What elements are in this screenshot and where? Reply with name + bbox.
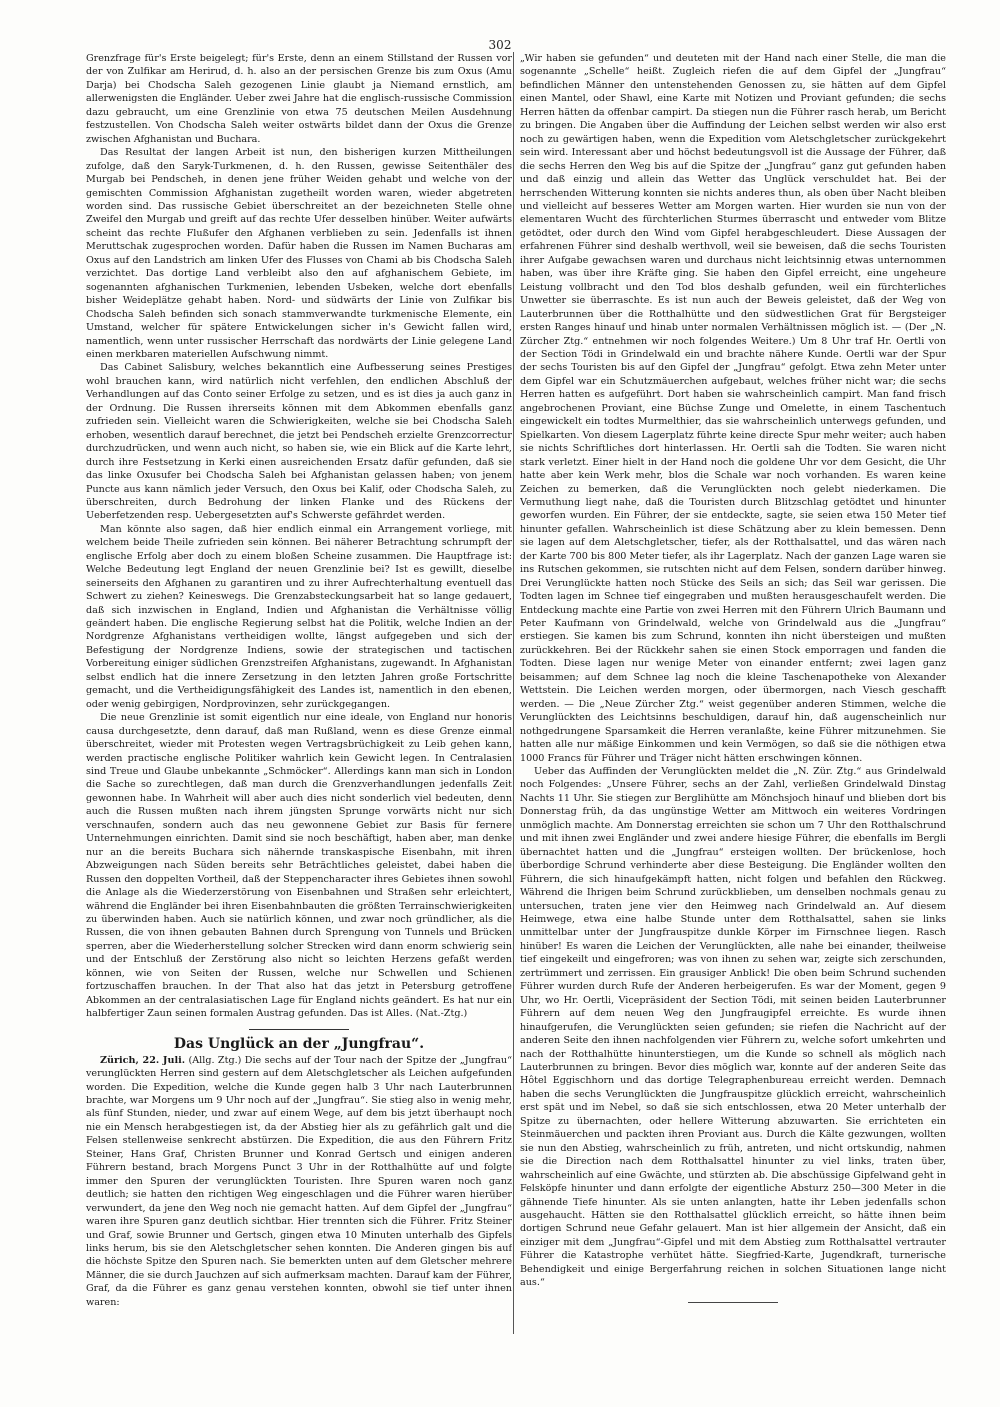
article-paragraph [86, 1054, 512, 1310]
left-paragraph: Das Cabinet Salisbury, welches bekanntlich eine Aufbesserung seines Prestiges wohl brauchen kann, wird natürlich nicht verfehlen, den endlichen Abschluß der Verhandlungen auf das Conto seiner Erfolge zu setzen, und es ist dies ja auch ganz in der Ordnung. Die Russen ihrerseits können mit dem Abkommen ebenfalls ganz zufrieden sein. Vielleicht waren die Schwierigkeiten, welche sie bei Chodscha Saleh erhoben, wesentlich darauf berechnet, die jetzt bei Pendscheh erzielte Grenzcorrectur durchzudrücken, und wenn auch nicht, so haben sie, wie ein Blick auf die Karte lehrt, durch ihre Festsetzung in Kerki einen ausreichenden Ersatz dafür gefunden, daß sie das linke Oxusufer bei Chodscha Saleh bei Afghanistan gelassen haben; von jenem Puncte aus kann nämlich jeder Versuch, den Oxus bei Kalif, oder Chodscha Saleh, zu überschreiten, durch Bedrohung der linken Flanke und des Rückens der Ueberfetzenden resp. Uebergesetzten auf's Schwerste gefährdet werden. [86, 362, 512, 522]
article-dateline: Zürich, 22. Juli. [100, 1054, 186, 1066]
left-paragraph: Die neue Grenzlinie ist somit eigentlich nur eine ideale, von England nur honoris causa durchgesetzte, denn darauf, daß man Rußland, wenn es diese Grenze einmal überschreitet, wieder mit Protesten wegen Vertragsbrüchigkeit zu Leib gehen kann, werden practische englische Politiker wahrlich kein Gewicht legen. In Centralasien sind Treue und Glaube unbekannte „Schmöcker“. Allerdings kann man sich in London die Sache so zurechtlegen, daß man durch die Grenzverhandlungen jedenfalls Zeit gewonnen habe. In Wahrheit will aber auch dies nicht sonderlich viel bedeuten, denn auch die Russen mußten nach ihrem jüngsten Sprunge vorwärts nicht nur sich verschnaufen, sondern auch das neu gewonnene Gebiet zur Basis für fernere Unternehmungen einrichten. Damit sind sie noch beschäftigt, haben aber, man denke nur an die bereits Buchara sich nähernde transkaspische Eisenbahn, mit ihren Abzweigungen nach Süden bereits sehr Beträchtliches geleistet, dabei haben die Russen den doppelten Vortheil, daß der Steppencharacter ihres Gebietes ihnen sowohl die Anlage als die Wiederzerstörung von Eisenbahnen und Straßen sehr erleichtert, während die Engländer bei ihren Eisenbahnbauten die größten Terrainschwierigkeiten zu überwinden haben. Auch sie natürlich können, und zwar noch gründlicher, als die Russen, die von ihnen gebauten Bahnen durch Sprengung von Tunnels und Brücken sperren, aber die Wiederherstellung solcher Strecken wird dann enorm schwierig sein und der Entschluß der Zerstörung also nicht so leichten Herzens gefaßt werden können, wie von Seiten der Russen, welche nur Schwellen und Schienen fortzuschaffen brauchen. In der That also hat das jetzt in Petersburg getroffene Abkommen an der centralasiatischen Lage für England nichts geändert. Es hat nur ein halbfertiger Zaun seinen formalen Austrag gefunden. Das ist Alles. (Nat.-Ztg.) [86, 712, 512, 1020]
left-paragraph: Das Resultat der langen Arbeit ist nun, den bisherigen kurzen Mittheilungen zufolge, daß den Saryk-Turkmenen, d. h. den Russen, gewisse Seitenthäler des Murgab bei Pendscheh, in denen jene früher Weiden gehabt und welche von der gemischten Commission Afghanistan zugetheilt worden waren, wieder abgetreten worden sind. Das russische Gebiet überschreitet an der bezeichneten Stelle ohne Zweifel den Murgab und greift auf das rechte Ufer desselben hinüber. Weiter aufwärts scheint das rechte Flußufer den Afghanen verblieben zu sein. Jedenfalls ist ihnen Meruttschak zugesprochen worden. Dafür haben die Russen im Namen Bucharas am Oxus auf den Landstrich am linken Ufer des Flusses von Chami ab bis Chodscha Saleh verzichtet. Das dortige Land verbleibt also den auf afghanischem Gebiete, im sogenannten afghanischen Turkmenien, lebenden Usbeken, welche dort ebenfalls bisher Weideplätze gehabt haben. Nord- und südwärts der Linie von Zulfikar bis Chodscha Saleh befinden sich sonach stammverwandte turkmenische Elemente, ein Umstand, welcher für spätere Entwickelungen sicher in's Gewicht fallen wird, namentlich, wenn unter russischer Herrschaft das nordwärts der Linie gelegene Land einen merkbaren materiellen Aufschwung nimmt. [86, 147, 512, 360]
right-paragraph: Ueber das Auffinden der Verunglückten meldet die „N. Zür. Ztg.“ aus Grindelwald noch Folgendes: „Unsere Führer, sechs an der Zahl, verließen Grindelwald Dinstag Nachts 11 Uhr. Sie stiegen zur Berglihütte am Mönchsjoch hinauf und blieben dort bis Donnerstag früh, da das ungünstige Wetter am Mittwoch ein weiteres Vordringen unmöglich machte. Am Donnerstag erreichten sie schon um 7 Uhr den Rotthalschrund und mit ihnen zwei Engländer und zwei andere hiesige Führer, die ebenfalls im Bergli übernachtet hatten und die „Jungfrau“ ersteigen wollten. Der brückenlose, hoch überbordige Schrund verhinderte aber diese Besteigung. Die Engländer wollten den Führern, die sich hinaufgekämpft hatten, nicht folgen und befahlen den Rückweg. Während die Ihrigen beim Schrund zurückblieben, um denselben nochmals genau zu untersuchen, traten jene vier den Heimweg nach Grindelwald an. Auf diesem Heimwege, etwa eine halbe Stunde unter dem Rotthalsattel, sahen sie links unmittelbar unter der Jungfrauspitze dunkle Körper im Firnschnee liegen. Rasch hinüber! Es waren die Leichen der Verunglückten, alle nahe bei einander, theilweise tief eingekeilt und eingefroren; was von ihnen zu sehen war, zeigte sich zerschunden, zertrümmert und zerrissen. Ein grausiger Anblick! Die oben beim Schrund suchenden Führer wurden durch Rufe der Anderen herbeigerufen. Es war der Moment, gegen 9 Uhr, wo Hr. Oertli, Vicepräsident der Section Tödi, mit seinen beiden Lauterbrunner Führern auf dem neuen Weg den Jungfraugipfel erreichte. Es wurde ihnen hinaufgerufen, die Verunglückten seien gefunden; sie riefen die Nachricht auf der anderen Seite den ihnen nachfolgenden vier Führern zu, welche sofort umkehrten und nach der Rotthalhütte hinunterstiegen, um die Kunde so schnell als möglich nach Lauterbrunnen zu bringen. Bevor dies möglich war, konnte auf der anderen Seite das Hôtel Eggischhorn und das dortige Telegraphenbureau erreicht werden. Demnach haben die sechs Verunglückten die Jungfrauspitze glücklich erreicht, wahrscheinlich erst spät und im Nebel, so daß sie sich entschlossen, etwa 20 Meter unterhalb der Spitze zu übernachten, oder hellere Witterung abzuwarten. Sie errichteten ein Steinmäuerchen und packten ihren Proviant aus. Durch die Kälte gezwungen, wollten sie nun den Abstieg, wahrscheinlich zu früh, antreten, und nicht ortskundig, nahmen sie die Direction nach dem Rotthalsattel hinunter zu viel links, traten über, wahrscheinlich auf eine Gwächte, und stürzten ab. Die abschüssige Gipfelwand geht in Felsköpfe hinunter und dann erfolgte der eigentliche Absturz 250—300 Meter in die gähnende Tiefe hinunter. Als sie unten anlangten, hatte ihr Leben jedenfalls schon ausgehaucht. Hätten sie den Rotthalsattel glücklich erreicht, so hätte ihnen beim dortigen Schrund neue Gefahr gelauert. Man ist hier allgemein der Ansicht, daß ein einziger mit dem „Jungfrau“-Gipfel und mit dem Abstieg zum Rotthalsattel vertrauter Führer die Katastrophe verhütet hätte. Siegfried-Karte, Jugendkraft, turnerische Behendigkeit und einige Bergerfahrung reichen in solchen Situationen lange nicht aus.“ [520, 766, 946, 1289]
section-divider [249, 1029, 349, 1030]
article-headline-text: Das Unglück an der „Jungfrau“. [173, 1035, 425, 1052]
right-paragraph: „Wir haben sie gefunden“ und deuteten mit der Hand nach einer Stelle, die man die sogenannte „Schelle“ heißt. Zugleich riefen die auf dem Gipfel der „Jungfrau“ befindlichen Männer den untenstehenden Genossen zu, sie hätten auf dem Gipfel einen Mantel, oder Shawl, eine Karte mit Notizen und Proviant gefunden; die sechs Herren hätten da offenbar campirt. Da stiegen nun die Führer rasch herab, um Bericht zu bringen. Die Angaben über die Auffindung der Leichen selbst werden wir also erst noch zu gewärtigen haben, wenn die Expedition vom Aletschgletscher zurückgekehrt sein wird. Interessant aber und höchst bedeutungsvoll ist die Aussage der Führer, daß die sechs Herren den Weg bis auf die Spitze der „Jungfrau“ ganz gut gefunden haben und daß einzig und allein das Wetter das Unglück verschuldet hat. Bei der herrschenden Witterung konnten sie nichts anderes thun, als oben über Nacht bleiben und vielleicht auf besseres Wetter am Morgen warten. Hier wurden sie nun von der elementaren Wucht des fürchterlichen Sturmes überrascht und entweder vom Blitze getödtet, oder durch den Wind vom Gipfel herabgeschleudert. Diese Aussagen der erfahrenen Führer sind deshalb werthvoll, weil sie beweisen, daß die sechs Touristen ihrer Aufgabe gewachsen waren und durchaus nicht leichtsinnig etwas unternommen haben, was über ihre Kräfte ging. Sie haben den Gipfel erreicht, eine ungeheure Leistung vollbracht und den Tod blos deshalb gefunden, weil ein fürchterliches Unwetter sie überraschte. Es ist nun auch der Beweis geleistet, daß der Weg von Lauterbrunnen über die Rotthalhütte und den südwestlichen Grat für Bergsteiger ersten Ranges hinauf und hinab unter normalen Verhältnissen möglich ist. — (Der „N. Zürcher Ztg.“ entnehmen wir noch folgendes Weitere.) Um 8 Uhr traf Hr. Oertli von der Section Tödi in Grindelwald ein und brachte nähere Kunde. Oertli war der Spur der sechs Touristen bis auf den Gipfel der „Jungfrau“ gefolgt. Etwa zehn Meter unter dem Gipfel war ein Schutzmäuerchen aufgebaut, welches früher nicht war; die sechs Herren hatten es aufgeführt. Dort haben sie wahrscheinlich campirt. Man fand frisch angebrochenen Proviant, eine Büchse Zunge und Omelette, in einem Taschentuch eingewickelt ein todtes Murmelthier, das sie wahrscheinlich unterwegs gefunden, und Spielkarten. Von diesem Lagerplatz führte keine directe Spur mehr weiter; auch haben sie nichts Schriftliches dort hinterlassen. Hr. Oertli sah die Todten. Sie waren nicht stark verletzt. Einer hielt in der Hand noch die goldene Uhr vor dem Gesicht, die Uhr hatte aber kein Werk mehr, blos die Schale war noch vorhanden. Es waren keine Zeichen zu bemerken, daß die Verunglückten noch gelebt niederkamen. Die Vermuthung liegt nahe, daß die Touristen durch Blitzschlag getödtet und hinunter geworfen wurden. Ein Führer, der sie entdeckte, sagte, sie seien etwa 150 Meter tief hinunter gefallen. Wahrscheinlich ist diese Schätzung aber zu klein bemessen. Denn sie lagen auf dem Aletschgletscher, tiefer, als der Rotthalsattel, und das wären nach der Karte 700 bis 800 Meter tiefer, als ihr Lagerplatz. Nach der ganzen Lage waren sie ins Rutschen gekommen, sie rutschten nicht auf dem Felsen, sondern darüber hinweg. Drei Verunglückte hatten noch Stücke des Seils an sich; das Seil war gerissen. Die Todten lagen im Schnee tief eingegraben und mußten herausgeschaufelt werden. Die Entdeckung machte eine Partie von zwei Herren mit den Führern Ulrich Baumann und Peter Kaufmann von Grindelwald, welche von Grindelwald aus die „Jungfrau“ erstiegen. Sie kamen bis zum Schrund, konnten ihn nicht übersteigen und mußten zurückkehren. Bei der Rückkehr sahen sie einen Stock emporragen und fanden die Todten. Diese lagen nur wenige Meter von einander entfernt; zwei lagen ganz beisammen; auf dem Schnee lag noch die kleine Taschenapotheke von Alexander Wettstein. Die Leichen werden morgen, oder übermorgen, nach Viesch geschafft werden. — Die „Neue Zürcher Ztg.“ weist gegenüber anderen Stimmen, welche die Verunglückten des Leichtsinns beschuldigen, darauf hin, daß augenscheinlich nur nothgedrungene Sparsamkeit die Herren veranlaßte, keine Führer mitzunehmen. Sie hatten alle nur mäßige Einkommen und kein Vermögen, so daß sie die nöthigen etwa 1000 Francs für Führer und Träger nicht hätten erschwingen können. [520, 53, 946, 764]
left-paragraph: Man könnte also sagen, daß hier endlich einmal ein Arrangement vorliege, mit welchem beide Theile zufrieden sein können. Bei näherer Betrachtung schrumpft der englische Erfolg aber doch zu einem bloßen Scheine zusammen. Die Hauptfrage ist: Welche Bedeutung legt England der neuen Grenzlinie bei? Ist es gewillt, dieselbe seinerseits den Afghanen zu garantiren und zu ihrer Aufrechterhaltung eventuell das Schwert zu ziehen? Keineswegs. Die Grenzabsteckungsarbeit hat so lange gedauert, daß sich inzwischen in England, Indien und Afghanistan die Verhältnisse völlig geändert haben. Die englische Regierung selbst hat die Politik, welche Indien an der Nordgrenze Afghanistans vertheidigen wollte, längst aufgegeben und sich der Befestigung der Nordgrenze Indiens, sowie der strategischen und tactischen Vorbereitung einiger südlichen Grenzstreifen Afghanistans, zugewandt. In Afghanistan selbst endlich hat die innere Zersetzung in den letzten Jahren große Fortschritte gemacht, und die Vertheidigungsfähigkeit des Landes ist, namentlich in den ebenen, oder wenig gebirgigen, Nordprovinzen, sehr zurückgegangen. [86, 523, 512, 710]
article-headline [86, 1034, 512, 1054]
left-column [86, 52, 512, 1352]
article-body: (Allg. Ztg.) Die sechs auf der Tour nach der Spitze der „Jungfrau“ verunglückten Herren sind gestern auf dem Aletschgletscher als Leichen aufgefunden worden. Die Expedition, welche die Kunde gegen halb 3 Uhr nach Lauterbrunnen brachte, war Morgens um 9 Uhr noch auf der „Jungfrau“. Sie stieg also in wenig mehr, als fünf Stunden, nieder, und zwar auf einem Wege, auf dem bis jetzt überhaupt noch nie ein Mensch herabgestiegen ist, da der Abstieg hier als zu gefährlich galt und die Felsen stellenweise senkrecht abstürzen. Die Expedition, die aus den Führern Fritz Steiner, Hans Graf, Christen Brunner und Konrad Gertsch und einigen anderen Führern bestand, brach Morgens Punct 3 Uhr in der Rotthalhütte auf und folgte immer den Spuren der verunglückten Touristen. Ihre Spuren waren noch ganz deutlich; sie hatten den richtigen Weg eingeschlagen und die Führer waren hierüber verwundert, da jene den Weg noch nie gemacht hatten. Auf dem Gipfel der „Jungfrau“ waren ihre Spuren ganz deutlich sichtbar. Hier trennten sich die Führer. Fritz Steiner und Graf, sowie Brunner und Gertsch, gingen etwa 10 Minuten unterhalb des Gipfels links herum, bis sie den Aletschgletscher sehen konnten. Die Anderen gingen bis auf die höchste Spitze den Spuren nach. Sie bemerkten unten auf dem Gletscher mehrere Männer, die sie durch Jauchzen auf sich aufmerksam machten. Darauf kam der Führer, Graf, da die Führer es ganz genau verstehen konnten, obwohl sie tief unter ihnen waren: [86, 1054, 512, 1308]
right-column [520, 52, 946, 1352]
left-paragraph: Grenzfrage für's Erste beigelegt; für's Erste, denn an einem Stillstand der Russen vor der von Zulfikar am Herirud, d. h. also an der persischen Grenze bis zum Oxus (Amu Darja) bei Chodscha Saleh gezogenen Linie glaubt ja Niemand ernstlich, am allerwenigsten die Engländer. Ueber zwei Jahre hat die englisch-russische Commission dazu gebraucht, um eine Grenzlinie von etwa 75 deutschen Meilen Ausdehnung festzustellen. Von Chodscha Saleh weiter ostwärts bildet dann der Oxus die Grenze zwischen Afghanistan und Buchara. [86, 53, 512, 145]
column-divider [513, 52, 514, 1334]
page-number: 302 [488, 38, 512, 52]
end-rule [688, 1302, 778, 1303]
